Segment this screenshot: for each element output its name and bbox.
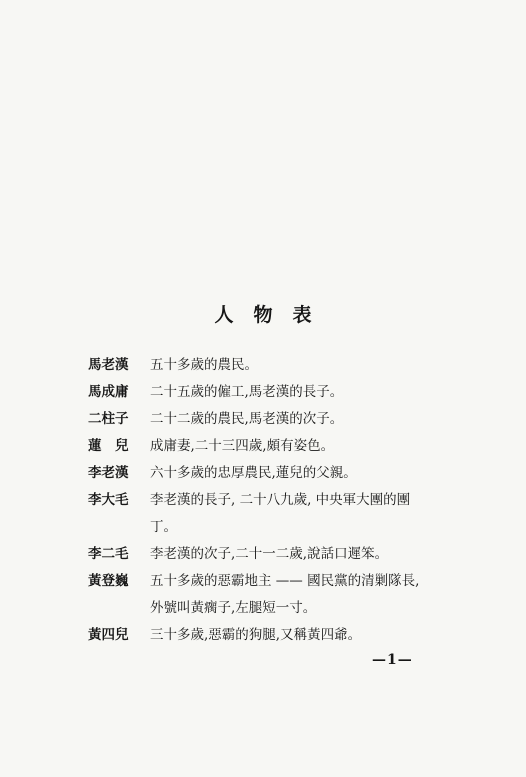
description-line: 五十多歲的農民。 bbox=[150, 357, 258, 373]
character-row bbox=[88, 352, 468, 379]
character-name: 馬成庸 bbox=[88, 384, 129, 400]
character-description bbox=[150, 541, 468, 568]
character-row bbox=[88, 568, 468, 622]
description-line: 五十多歲的惡霸地主 —— 國民黨的清剿隊長, bbox=[150, 573, 420, 589]
character-name: 李二毛 bbox=[88, 546, 129, 562]
character-name: 蓮 兒 bbox=[88, 438, 129, 454]
description-line: 二十五歲的僱工,馬老漢的長子。 bbox=[150, 384, 344, 400]
character-description bbox=[150, 568, 468, 622]
character-description bbox=[150, 622, 468, 649]
character-description bbox=[150, 460, 468, 487]
description-line: 二十二歲的農民,馬老漢的次子。 bbox=[150, 411, 344, 427]
character-description bbox=[150, 433, 468, 460]
character-list bbox=[88, 352, 468, 649]
description-line: 六十多歲的忠厚農民,蓮兒的父親。 bbox=[150, 465, 357, 481]
character-description bbox=[150, 406, 468, 433]
page-title: 人物表 bbox=[214, 304, 332, 326]
description-line: 外號叫黃瘸子,左腿短一寸。 bbox=[150, 600, 317, 616]
description-line: 丁。 bbox=[150, 519, 177, 535]
character-row bbox=[88, 433, 468, 460]
character-name: 黃四兒 bbox=[88, 627, 129, 643]
character-row bbox=[88, 379, 468, 406]
character-row bbox=[88, 406, 468, 433]
character-name: 李大毛 bbox=[88, 492, 129, 508]
description-line: 李老漢的長子, 二十八九歲, 中央軍大團的團 bbox=[150, 492, 411, 508]
character-row bbox=[88, 460, 468, 487]
character-name: 二柱子 bbox=[88, 411, 129, 427]
character-name: 李老漢 bbox=[88, 465, 129, 481]
page-number: —1— bbox=[372, 652, 413, 668]
character-name: 黃登巍 bbox=[88, 573, 129, 589]
character-row bbox=[88, 541, 468, 568]
character-row bbox=[88, 622, 468, 649]
description-line: 三十多歲,惡霸的狗腿,又稱黃四爺。 bbox=[150, 627, 362, 643]
character-description bbox=[150, 352, 468, 379]
character-name: 馬老漢 bbox=[88, 357, 129, 373]
description-line: 李老漢的次子,二十一二歲,說話口遲笨。 bbox=[150, 546, 389, 562]
description-line: 成庸妻,二十三四歲,頗有姿色。 bbox=[150, 438, 335, 454]
character-row bbox=[88, 487, 468, 541]
character-description bbox=[150, 487, 468, 541]
character-description bbox=[150, 379, 468, 406]
